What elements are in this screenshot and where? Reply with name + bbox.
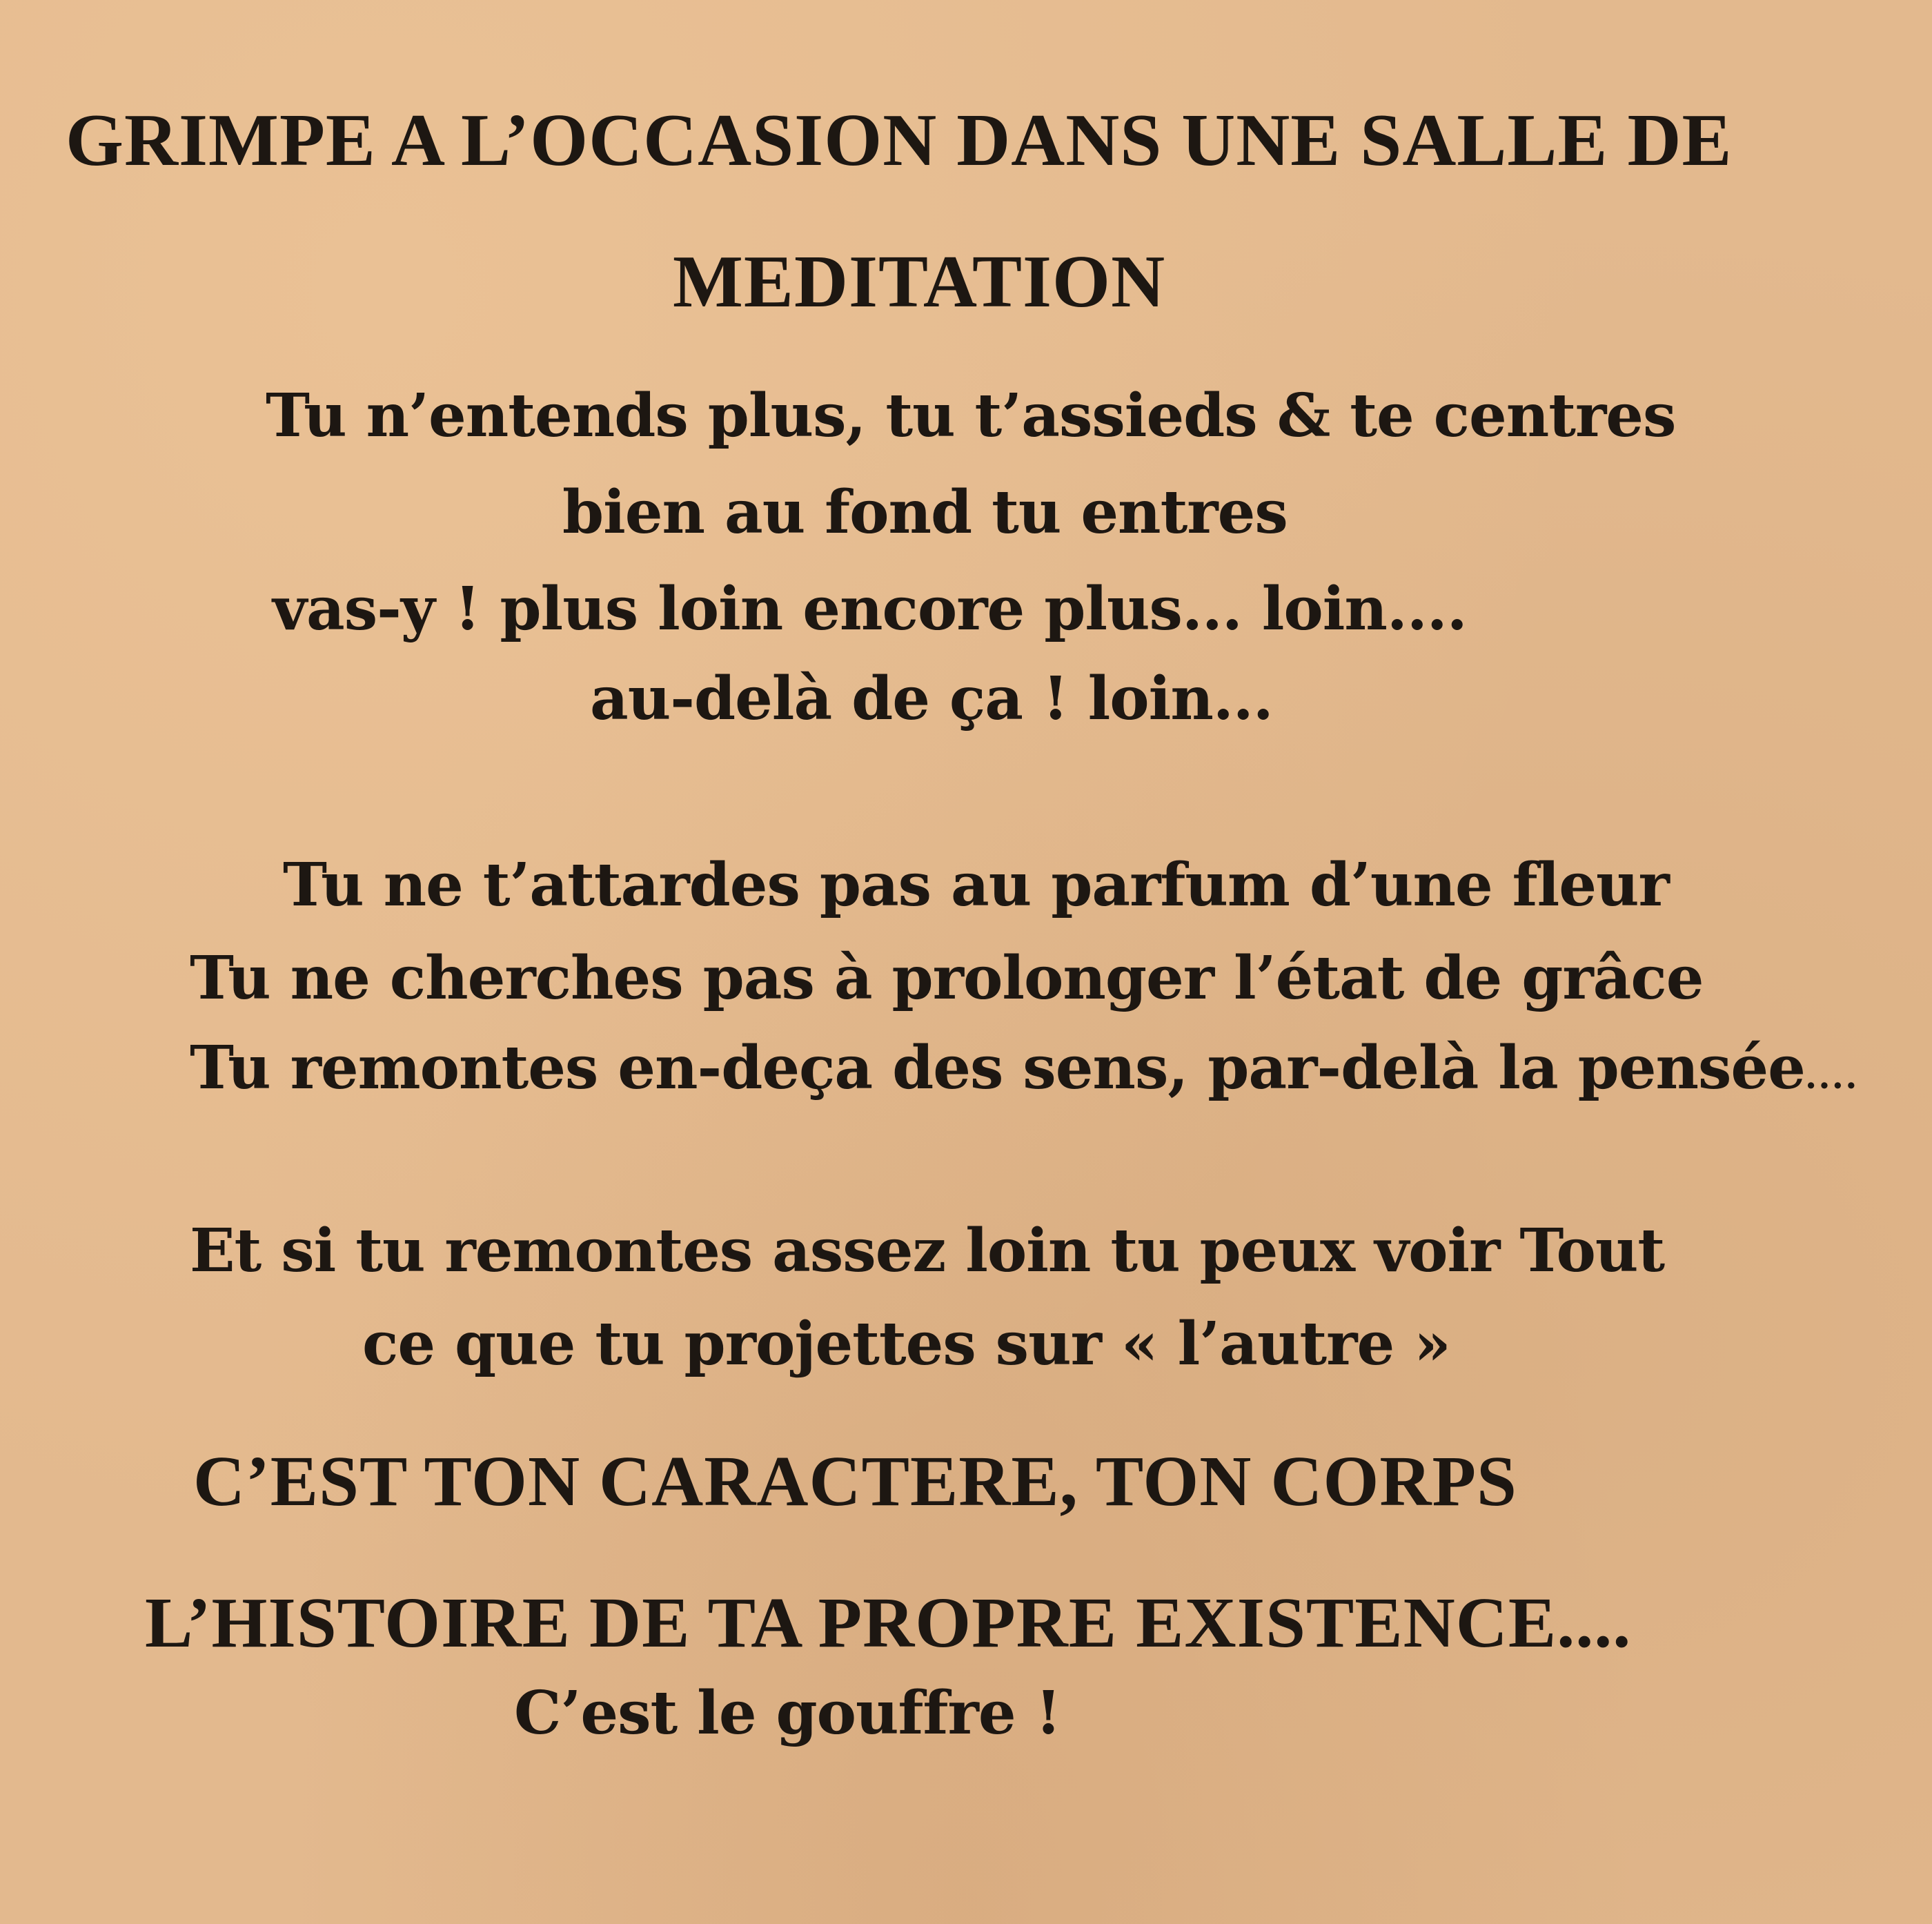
stanza-1-line-4: au-delà de ça ! loin...	[590, 664, 1273, 734]
ending-line-1: C’EST TON CARACTERE, TON CORPS	[193, 1442, 1517, 1521]
trailing-dots: ....	[1804, 1056, 1859, 1097]
ending-line-3: C’est le gouffre !	[514, 1678, 1061, 1748]
poem-title-line-1: GRIMPE A L’OCCASION DANS UNE SALLE DE	[66, 99, 1733, 181]
poem-title-line-2: MEDITATION	[673, 241, 1166, 323]
stanza-3-line-1: Et si tu remontes assez loin tu peux voir Tout	[190, 1216, 1665, 1286]
stanza-1-line-2: bien au fond tu entres	[562, 478, 1288, 547]
stanza-1-line-3: vas-y ! plus loin encore plus... loin....	[273, 574, 1467, 644]
stanza-3-line-2: ce que tu projettes sur « l’autre »	[362, 1309, 1450, 1379]
ending-line-2: L’HISTOIRE DE TA PROPRE EXISTENCE....	[145, 1583, 1632, 1662]
stanza-2-line-1: Tu ne t’attardes pas au parfum d’une fleur	[283, 850, 1669, 920]
stanza-2-line-3-text: Tu remontes en-deça des sens, par-delà la pensée	[190, 1033, 1805, 1103]
stanza-2-line-3	[190, 1033, 1859, 1103]
stanza-1-line-1: Tu n’entends plus, tu t’assieds & te centres	[266, 381, 1676, 451]
stanza-2-line-2: Tu ne cherches pas à prolonger l’état de grâce	[190, 943, 1704, 1013]
